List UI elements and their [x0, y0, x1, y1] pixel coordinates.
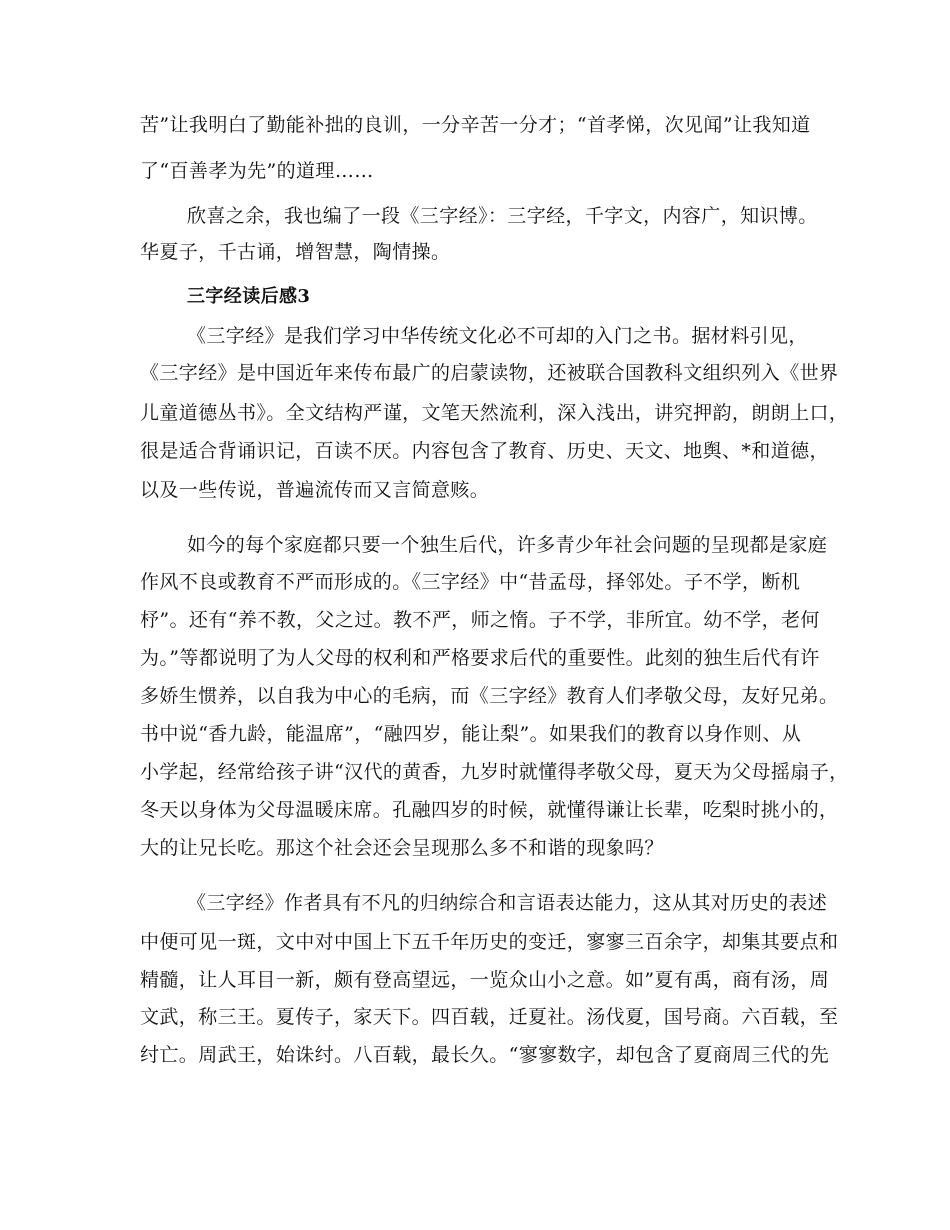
paragraph-line: 大的让兄长吃。那这个社会还会呈现那么多不和谐的现象吗？ — [140, 837, 664, 859]
paragraph-line: 冬天以身体为父母温暖床席。孔融四岁的时候，就懂得谦让长辈，吃梨时挑小的， — [140, 799, 839, 821]
paragraph-line: 纣亡。周武王，始诛纣。八百载，最长久。“寥寥数字，却包含了夏商周三代的先 — [140, 1044, 830, 1066]
paragraph-line: 作风不良或教育不严而形成的。《三字经》中“昔孟母，择邻处。子不学，断机 — [140, 571, 801, 593]
section-heading: 三字经读后感3 — [187, 286, 311, 307]
paragraph-line: 儿童道德丛书》。全文结构严谨，文笔天然流利，深入浅出，讲究押韵，朗朗上口， — [140, 402, 849, 424]
paragraph-line: 华夏子，千古诵，增智慧，陶情操。 — [140, 241, 451, 263]
paragraph-line: 《三字经》是我们学习中华传统文化必不可却的入门之书。据材料引见， — [187, 325, 808, 347]
paragraph-line: 很是适合背诵识记，百读不厌。内容包含了教育、历史、天文、地舆、*和道德， — [140, 440, 829, 462]
paragraph-line: 杼”。还有“养不教，父之过。教不严，师之惰。子不学，非所宜。幼不学，老何 — [140, 609, 820, 631]
paragraph-line: 为。”等都说明了为人父母的权利和严格要求后代的重要性。此刻的独生后代有许 — [140, 647, 820, 669]
paragraph-line: 文武，称三王。夏传子，家天下。四百载，迁夏社。汤伐夏，国号商。六百载，至 — [140, 1006, 839, 1028]
paragraph-line: 《三字经》是中国近年来传布最广的启蒙读物，还被联合国教科文组织列入《世界 — [140, 362, 839, 384]
paragraph-line: 了“百善孝为先”的道理…… — [140, 160, 374, 182]
paragraph-line: 书中说“香九龄，能温席”，“融四岁，能让梨”。如果我们的教育以身作则、从 — [140, 723, 802, 745]
paragraph-line: 以及一些传说，普遍流传而又言简意赅。 — [140, 479, 490, 501]
paragraph-line: 《三字经》作者具有不凡的归纳综合和言语表达能力，这从其对历史的表述 — [187, 892, 828, 914]
paragraph-line: 如今的每个家庭都只要一个独生后代，许多青少年社会问题的呈现都是家庭 — [187, 534, 828, 556]
paragraph-line: 多娇生惯养，以自我为中心的毛病，而《三字经》教育人们孝敬父母，友好兄弟。 — [140, 685, 839, 707]
paragraph-line: 精髓，让人耳目一新，颇有登高望远，一览众山小之意。如”夏有禹，商有汤，周 — [140, 969, 830, 991]
paragraph-line: 小学起，经常给孩子讲“汉代的黄香，九岁时就懂得孝敬父母，夏天为父母摇扇子， — [140, 761, 849, 783]
paragraph-line: 欣喜之余，我也编了一段《三字经》：三字经，千字文，内容广，知识博。 — [187, 205, 818, 227]
paragraph-line: 苦”让我明白了勤能补拙的良训，一分辛苦一分才；“首孝悌，次见闻”让我知道 — [140, 114, 811, 136]
paragraph-line: 中便可见一斑，文中对中国上下五千年历史的变迁，寥寥三百余字，却集其要点和 — [140, 931, 839, 953]
